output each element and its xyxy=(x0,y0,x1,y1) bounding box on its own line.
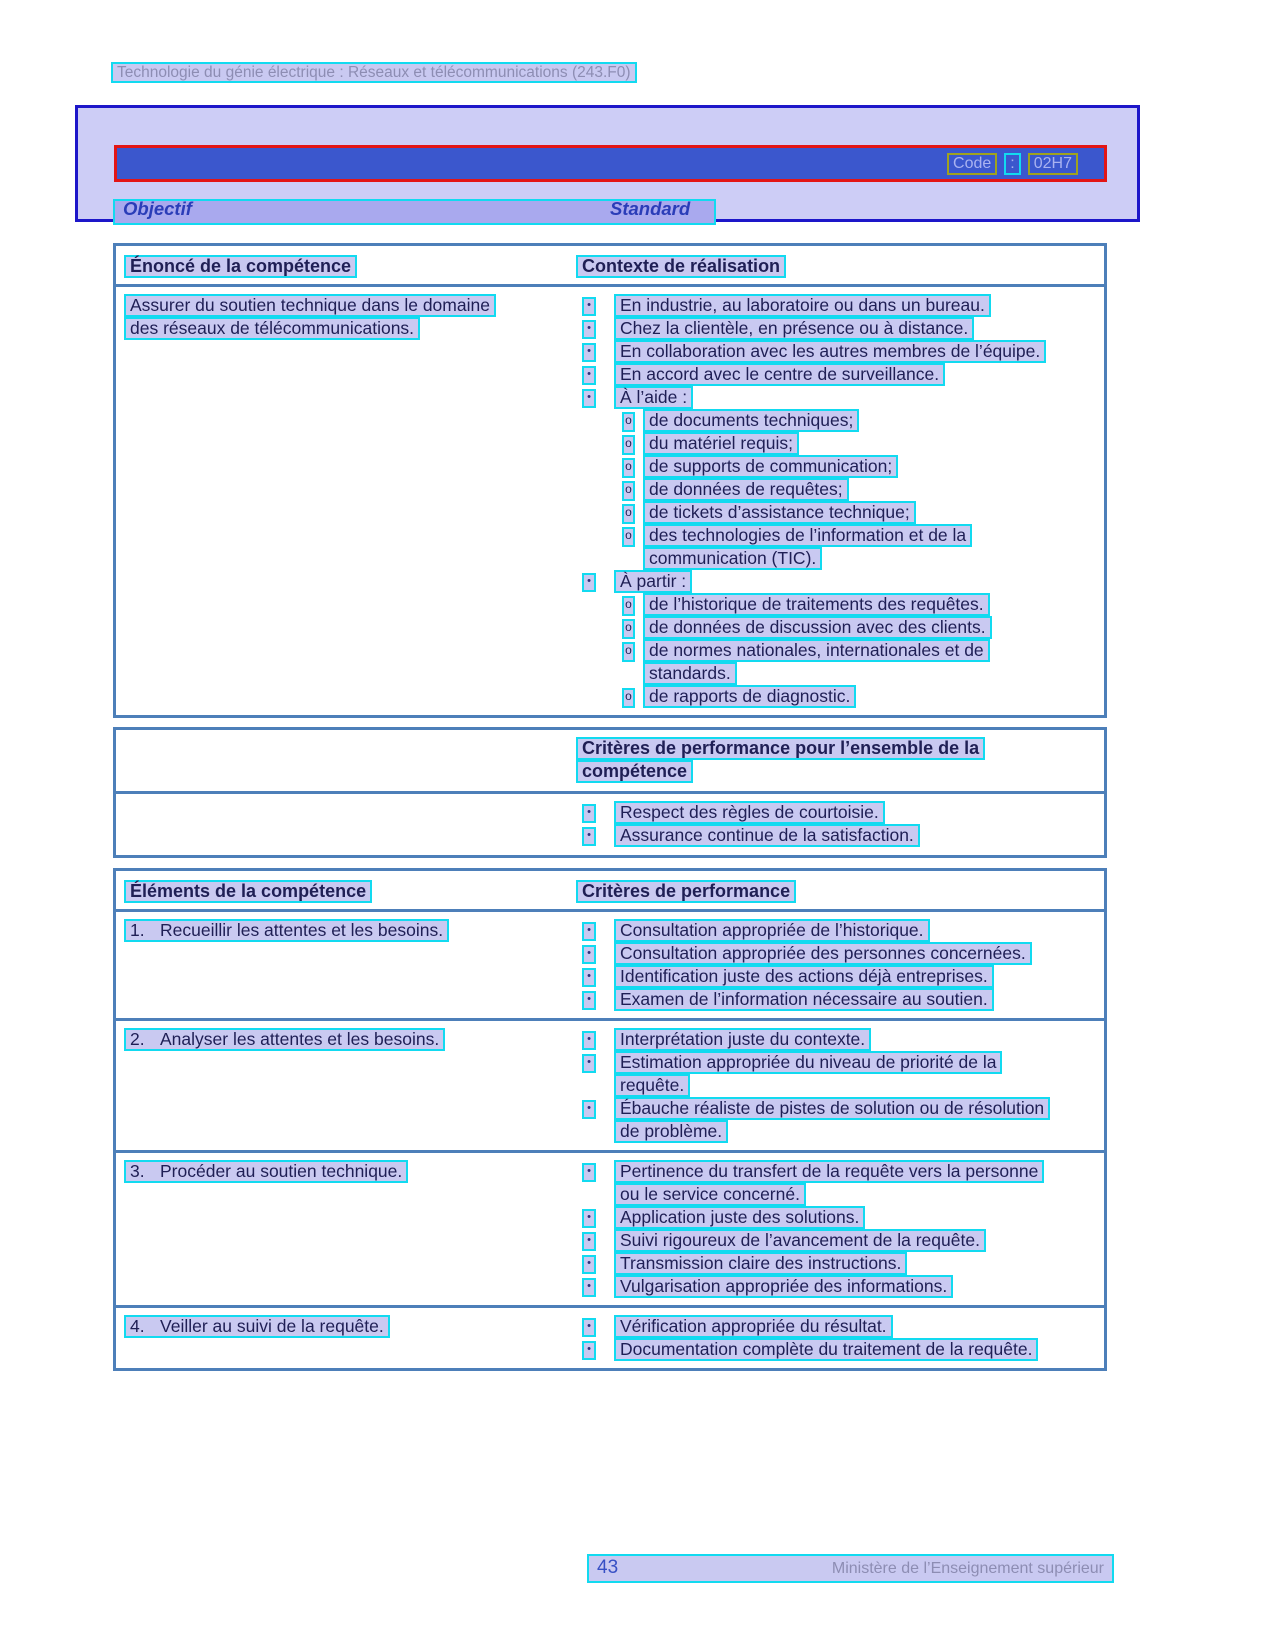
element-text: Analyser les attentes et les besoins. xyxy=(160,1029,440,1049)
element-number: 3. xyxy=(130,1161,145,1181)
circle-bullet-icon: o xyxy=(622,642,635,662)
element-label xyxy=(124,1028,445,1051)
element-row xyxy=(116,909,1104,1018)
col-header: Éléments de la compétence xyxy=(124,880,372,903)
circle-bullet-icon: o xyxy=(622,481,635,501)
code-colon: : xyxy=(1004,153,1020,175)
highlighted-text: ou le service concerné. xyxy=(614,1183,806,1206)
bullet-item xyxy=(576,340,1096,363)
highlighted-text: En industrie, au laboratoire ou dans un bureau. xyxy=(614,294,991,317)
empty-cell xyxy=(116,730,568,791)
highlighted-text: Consultation appropriée des personnes concernées. xyxy=(614,942,1032,965)
highlighted-text: Consultation appropriée de l’historique. xyxy=(614,919,930,942)
highlighted-text: En collaboration avec les autres membres de l’équipe. xyxy=(614,340,1046,363)
dot-bullet-icon: • xyxy=(582,1209,596,1228)
bullet-item xyxy=(576,1275,1096,1298)
code-value: 02H7 xyxy=(1028,153,1078,175)
element-number: 1. xyxy=(130,920,145,940)
highlighted-text: Ébauche réaliste de pistes de solution ou de résolution xyxy=(614,1097,1050,1120)
highlighted-text: Respect des règles de courtoisie. xyxy=(614,801,885,824)
competence-statement-table xyxy=(113,243,1107,718)
highlighted-text: des réseaux de télécommunications. xyxy=(124,317,420,340)
highlighted-text: Suivi rigoureux de l’avancement de la requête. xyxy=(614,1229,986,1252)
element-number: 4. xyxy=(130,1316,145,1336)
highlighted-text: Examen de l’information nécessaire au soutien. xyxy=(614,988,994,1011)
bullet-item xyxy=(576,1315,1096,1338)
col-header: Contexte de réalisation xyxy=(576,255,786,278)
dot-bullet-icon: • xyxy=(582,1255,596,1274)
circle-bullet-icon: o xyxy=(622,619,635,639)
dot-bullet-icon: • xyxy=(582,1163,596,1182)
element-label xyxy=(124,919,449,942)
sub-bullet-item xyxy=(576,501,1096,524)
code-label: Code xyxy=(947,153,997,175)
elements-header-cell xyxy=(116,871,568,909)
highlighted-text: Transmission claire des instructions. xyxy=(614,1252,907,1275)
footer-band xyxy=(587,1554,1114,1583)
bullet-item xyxy=(576,988,1096,1011)
bullet-item xyxy=(576,919,1096,942)
sub-bullet-item xyxy=(576,685,1096,708)
standard-heading: Standard xyxy=(610,198,691,219)
highlighted-text: Interprétation juste du contexte. xyxy=(614,1028,871,1051)
page-footer xyxy=(587,1554,1114,1583)
bullet-item xyxy=(576,1051,1096,1097)
element-label xyxy=(124,1315,390,1338)
highlighted-text: Identification juste des actions déjà entreprises. xyxy=(614,965,994,988)
sub-bullet-item xyxy=(576,616,1096,639)
circle-bullet-icon: o xyxy=(622,527,635,547)
element-text: Veiller au suivi de la requête. xyxy=(160,1316,384,1336)
dot-bullet-icon: • xyxy=(582,366,596,385)
table-row xyxy=(116,730,1104,791)
col-header: Énoncé de la compétence xyxy=(124,255,357,278)
statement-header-cell xyxy=(116,246,568,284)
statement-cell xyxy=(116,287,568,715)
highlighted-text: Estimation appropriée du niveau de priorité de la xyxy=(614,1051,1002,1074)
element-cell xyxy=(116,1021,568,1150)
section-headings-band xyxy=(113,199,716,225)
circle-bullet-icon: o xyxy=(622,458,635,478)
code-banner xyxy=(114,145,1107,182)
highlighted-text: de normes nationales, internationales et de xyxy=(643,639,990,662)
highlighted-text: de tickets d’assistance technique; xyxy=(643,501,916,524)
bullet-item xyxy=(576,1206,1096,1229)
circle-bullet-icon: o xyxy=(622,504,635,524)
element-row xyxy=(116,1305,1104,1368)
highlighted-text: de rapports de diagnostic. xyxy=(643,685,856,708)
dot-bullet-icon: • xyxy=(582,945,596,964)
sub-bullet-item xyxy=(576,593,1096,616)
highlighted-text: requête. xyxy=(614,1074,690,1097)
sub-bullet-item xyxy=(576,639,1096,685)
criteria-cell xyxy=(568,912,1104,1018)
bullet-item xyxy=(576,1160,1096,1206)
bullet-item xyxy=(576,317,1096,340)
highlighted-text: des technologies de l’information et de la xyxy=(643,524,972,547)
sub-bullet-item xyxy=(576,432,1096,455)
sub-bullet-item xyxy=(576,455,1096,478)
dot-bullet-icon: • xyxy=(582,320,596,339)
table-row xyxy=(116,284,1104,715)
dot-bullet-icon: • xyxy=(582,573,596,592)
highlighted-text: Critères de performance pour l’ensemble de la xyxy=(576,737,985,760)
criteria-cell xyxy=(568,1021,1104,1150)
overall-criteria-table xyxy=(113,727,1107,858)
highlighted-text: de supports de communication; xyxy=(643,455,898,478)
text-item xyxy=(124,294,560,340)
highlighted-text: compétence xyxy=(576,760,693,783)
context-cell xyxy=(568,287,1104,715)
dot-bullet-icon: • xyxy=(582,968,596,987)
dot-bullet-icon: • xyxy=(582,1100,596,1119)
highlighted-text: Chez la clientèle, en présence ou à distance. xyxy=(614,317,974,340)
criteria-header-cell xyxy=(568,871,1104,909)
criteria-cell xyxy=(568,1308,1104,1368)
circle-bullet-icon: o xyxy=(622,688,635,708)
bullet-item xyxy=(576,1028,1096,1051)
dot-bullet-icon: • xyxy=(582,1232,596,1251)
highlighted-text: Documentation complète du traitement de la requête. xyxy=(614,1338,1038,1361)
highlighted-text: En accord avec le centre de surveillance. xyxy=(614,363,945,386)
bullet-item xyxy=(576,386,1096,409)
highlighted-text: du matériel requis; xyxy=(643,432,799,455)
overall-criteria-header-cell xyxy=(568,730,1104,791)
running-header xyxy=(111,62,637,83)
program-title: Technologie du génie électrique : Réseaux et télécommunications (243.F0) xyxy=(111,62,637,83)
highlighted-text: de l’historique de traitements des requêtes. xyxy=(643,593,990,616)
dot-bullet-icon: • xyxy=(582,297,596,316)
highlighted-text: de données de discussion avec des clients. xyxy=(643,616,992,639)
circle-bullet-icon: o xyxy=(622,435,635,455)
highlighted-text: standards. xyxy=(643,662,737,685)
highlighted-text: À partir : xyxy=(614,570,692,593)
bullet-item xyxy=(576,965,1096,988)
circle-bullet-icon: o xyxy=(622,412,635,432)
element-text: Procéder au soutien technique. xyxy=(160,1161,403,1181)
bullet-item xyxy=(576,942,1096,965)
dot-bullet-icon: • xyxy=(582,389,596,408)
bullet-item xyxy=(576,294,1096,317)
dot-bullet-icon: • xyxy=(582,1341,596,1360)
criteria-cell xyxy=(568,1153,1104,1305)
bullet-item xyxy=(576,1338,1096,1361)
bullet-item xyxy=(576,363,1096,386)
highlighted-text: Assurance continue de la satisfaction. xyxy=(614,824,920,847)
bullet-item xyxy=(576,1252,1096,1275)
ministry-label: Ministère de l’Enseignement supérieur xyxy=(831,1560,1104,1577)
element-label xyxy=(124,1160,408,1183)
element-row xyxy=(116,1150,1104,1305)
element-text: Recueillir les attentes et les besoins. xyxy=(160,920,444,940)
dot-bullet-icon: • xyxy=(582,1054,596,1073)
table-header-row xyxy=(116,871,1104,909)
bullet-item xyxy=(576,801,1096,824)
sub-bullet-item xyxy=(576,524,1096,570)
sub-bullet-item xyxy=(576,478,1096,501)
element-row xyxy=(116,1018,1104,1150)
dot-bullet-icon: • xyxy=(582,343,596,362)
col-header: Critères de performance xyxy=(576,880,796,903)
element-cell xyxy=(116,1153,568,1305)
circle-bullet-icon: o xyxy=(622,596,635,616)
bullet-item xyxy=(576,824,1096,847)
page-number: 43 xyxy=(597,1557,619,1578)
empty-cell xyxy=(116,794,568,855)
bullet-item xyxy=(576,1097,1096,1143)
text-item xyxy=(576,737,1096,783)
dot-bullet-icon: • xyxy=(582,922,596,941)
highlighted-text: Assurer du soutien technique dans le domaine xyxy=(124,294,496,317)
table-row xyxy=(116,791,1104,855)
dot-bullet-icon: • xyxy=(582,1318,596,1337)
highlighted-text: Application juste des solutions. xyxy=(614,1206,865,1229)
dot-bullet-icon: • xyxy=(582,1278,596,1297)
highlighted-text: de documents techniques; xyxy=(643,409,859,432)
dot-bullet-icon: • xyxy=(582,991,596,1010)
table-header-row xyxy=(116,246,1104,284)
highlighted-text: de problème. xyxy=(614,1120,728,1143)
highlighted-text: communication (TIC). xyxy=(643,547,822,570)
highlighted-text: Pertinence du transfert de la requête vers la personne xyxy=(614,1160,1044,1183)
element-cell xyxy=(116,912,568,1018)
dot-bullet-icon: • xyxy=(582,827,596,846)
objectif-heading: Objectif xyxy=(123,198,192,219)
highlighted-text: Vulgarisation appropriée des informations. xyxy=(614,1275,953,1298)
dot-bullet-icon: • xyxy=(582,1031,596,1050)
overall-criteria-cell xyxy=(568,794,1104,855)
dot-bullet-icon: • xyxy=(582,804,596,823)
bullet-item xyxy=(576,1229,1096,1252)
highlighted-text: de données de requêtes; xyxy=(643,478,849,501)
element-number: 2. xyxy=(130,1029,145,1049)
element-cell xyxy=(116,1308,568,1368)
elements-table xyxy=(113,868,1107,1371)
bullet-item xyxy=(576,570,1096,593)
highlighted-text: À l’aide : xyxy=(614,386,693,409)
highlighted-text: Vérification appropriée du résultat. xyxy=(614,1315,893,1338)
context-header-cell xyxy=(568,246,1104,284)
sub-bullet-item xyxy=(576,409,1096,432)
